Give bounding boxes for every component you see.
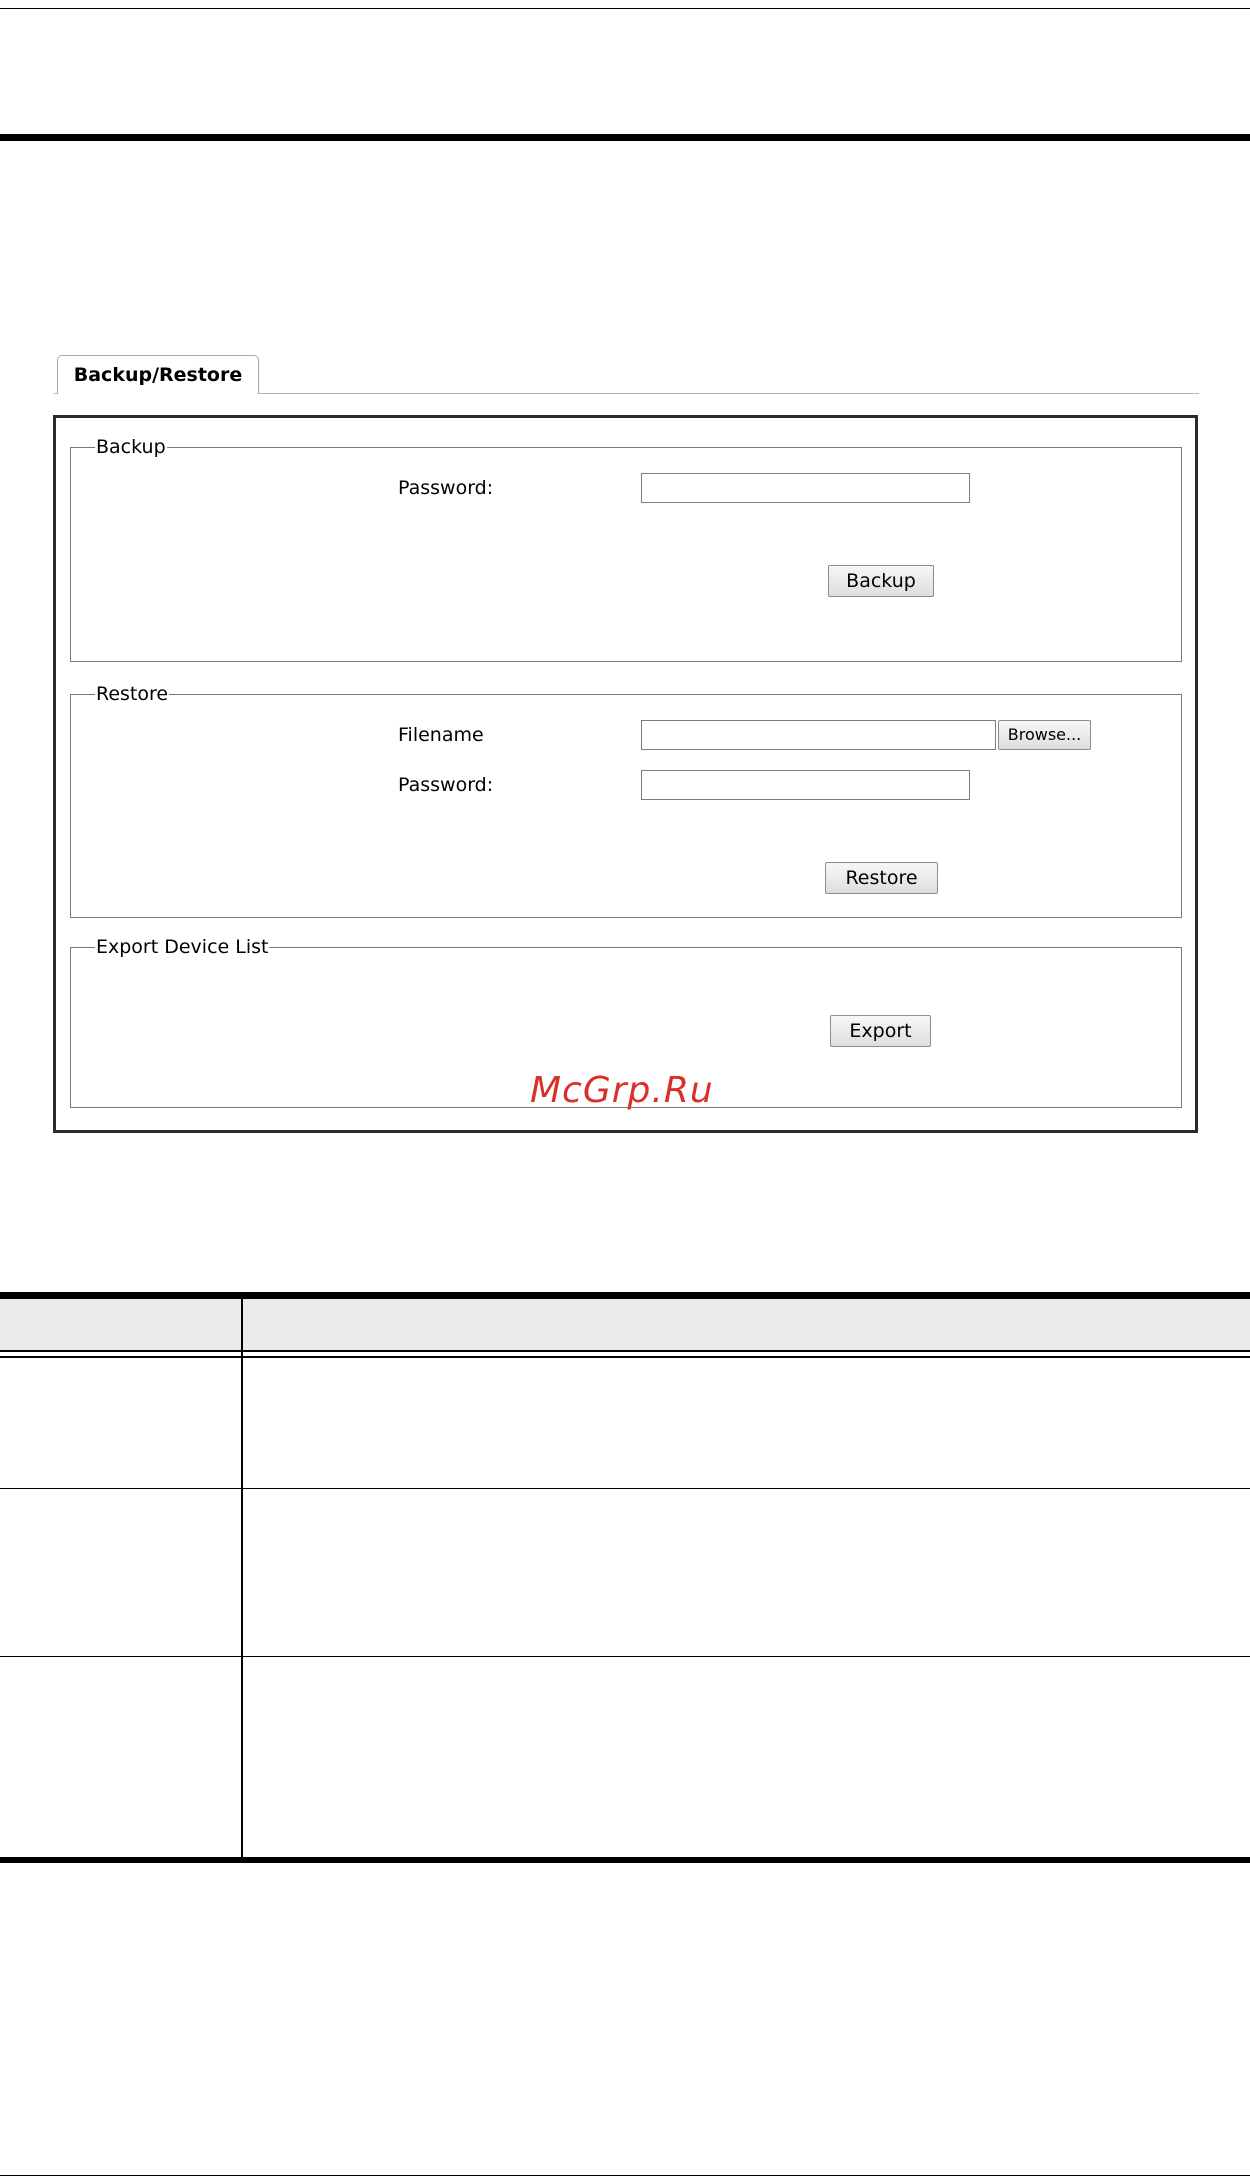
backup-password-label: Password: <box>398 477 494 499</box>
backup-button[interactable]: Backup <box>828 565 934 597</box>
restore-filename-input[interactable] <box>641 720 996 750</box>
table-row <box>0 1657 1250 1857</box>
restore-group <box>70 683 1182 918</box>
table-row <box>0 1358 1250 1488</box>
backup-group <box>70 436 1182 662</box>
table-header <box>0 1299 1250 1350</box>
watermark-text: McGrp.Ru <box>530 1070 714 1111</box>
backup-legend: Backup <box>96 436 166 458</box>
table-header-separator <box>0 1350 1250 1352</box>
browse-button[interactable]: Browse... <box>998 720 1091 750</box>
table-top-rule <box>0 1292 1250 1299</box>
backup-restore-panel <box>53 415 1198 1133</box>
tab-backup-restore[interactable]: Backup/Restore <box>57 355 259 394</box>
top-rule <box>0 8 1250 9</box>
table-column-divider <box>241 1299 243 1857</box>
table-row <box>0 1489 1250 1656</box>
footer-rule <box>0 2175 1250 2176</box>
restore-filename-label: Filename <box>398 724 484 746</box>
restore-legend: Restore <box>96 683 169 705</box>
table-bottom-rule <box>0 1857 1250 1863</box>
restore-button[interactable]: Restore <box>825 862 938 894</box>
restore-password-input[interactable] <box>641 770 970 800</box>
header-rule <box>0 134 1250 141</box>
export-legend: Export Device List <box>96 936 269 958</box>
export-button[interactable]: Export <box>830 1015 931 1047</box>
backup-password-input[interactable] <box>641 473 970 503</box>
restore-password-label: Password: <box>398 774 494 796</box>
